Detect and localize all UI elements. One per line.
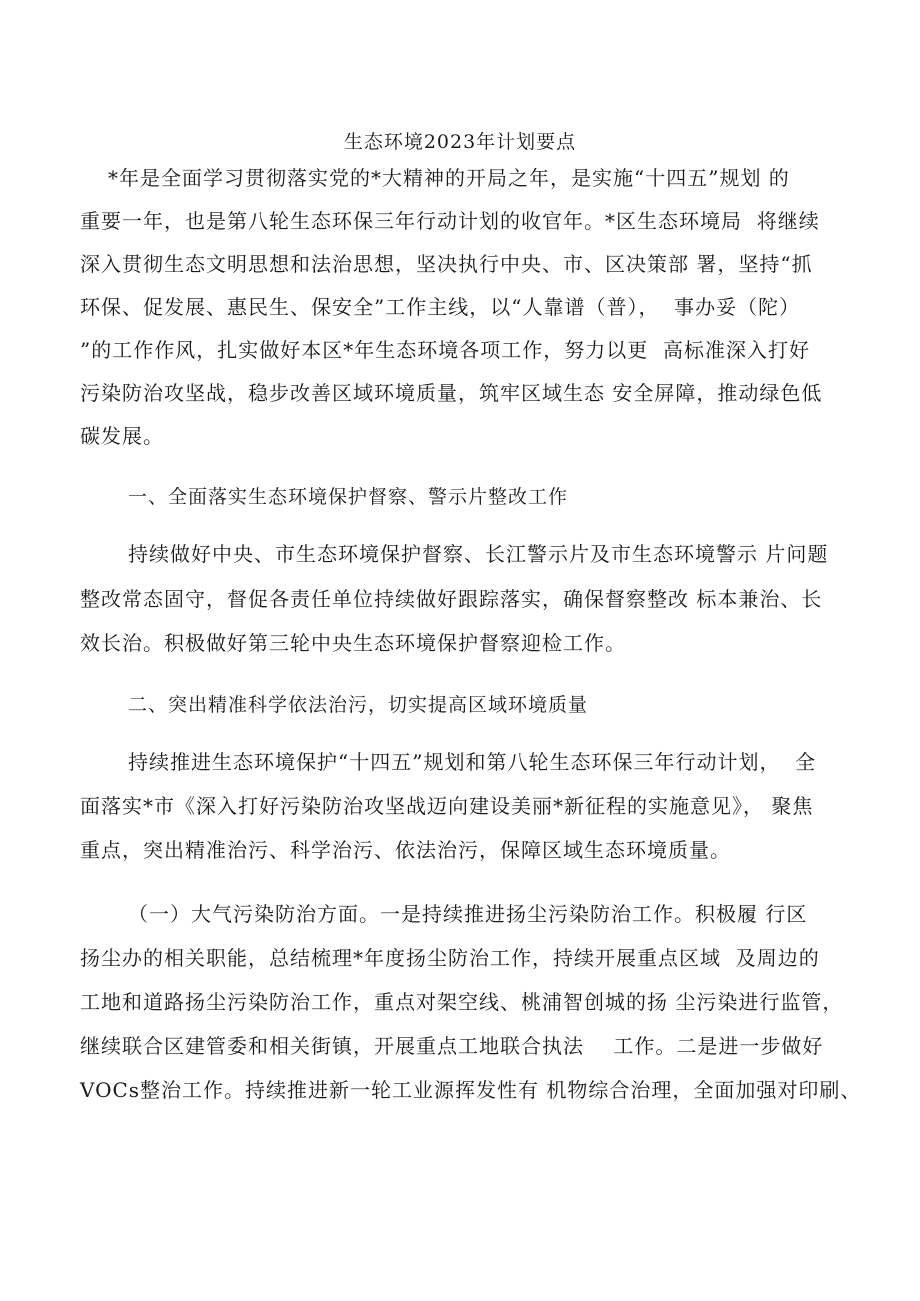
intro-line-6: 污染防治攻坚战，稳步改善区域环境质量，筑牢区域生态 安全屏障，推动绿色低 bbox=[80, 381, 823, 405]
intro-line-5: ”的工作作风，扎实做好本区*年生态环境各项工作，努力以更 高标准深入打好 bbox=[80, 338, 810, 362]
section-1-line-1: 持续做好中央、市生态环境保护督察、长江警示片及市生态环境警示 片问题 bbox=[128, 542, 829, 566]
section-1-heading: 一、全面落实生态环境保护督察、警示片整改工作 bbox=[128, 486, 569, 508]
section-2-line-3: 重点，突出精准治污、科学治污、依法治污，保障区域生态环境质量。 bbox=[80, 838, 731, 862]
section-2-line-2: 面落实*市《深入打好污染防治攻坚战迈向建设美丽*新征程的实施意见》， 聚焦 bbox=[80, 794, 814, 818]
subsection-1-line-3: 工地和道路扬尘污染防治工作，重点对架空线、桃浦智创城的扬 尘污染进行监管， bbox=[80, 990, 844, 1014]
intro-line-1: *年是全面学习贯彻落实党的*大精神的开局之年，是实施“十四五”规划 的 bbox=[108, 166, 790, 190]
intro-line-3: 深入贯彻生态文明思想和法治思想，坚决执行中央、市、区决策部 署，坚持“抓 bbox=[80, 252, 813, 276]
subsection-1-line-4: 继续联合区建管委和相关街镇，开展重点工地联合执法 工作。二是进一步做好 bbox=[80, 1034, 824, 1058]
subsection-1-line-5: VOCs整治工作。持续推进新一轮工业源挥发性有 机物综合治理，全面加强对印刷、 bbox=[80, 1078, 862, 1102]
subsection-1-line-2: 扬尘办的相关职能，总结梳理*年度扬尘防治工作，持续开展重点区域 及周边的 bbox=[80, 946, 820, 970]
section-1-line-2: 整改常态固守，督促各责任单位持续做好跟踪落实，确保督察整改 标本兼治、长 bbox=[80, 587, 823, 611]
intro-line-4: 环保、促发展、惠民生、保安全”工作主线，以“人靠谱（普）， 事办妥（陀） bbox=[80, 295, 801, 319]
section-1-line-3: 效长治。积极做好第三轮中央生态环境保护督察迎检工作。 bbox=[80, 631, 626, 655]
intro-line-2: 重要一年，也是第八轮生态环保三年行动计划的收官年。*区生态环境局 将继续 bbox=[80, 209, 820, 233]
section-2-heading: 二、突出精准科学依法治污，切实提高区域环境质量 bbox=[128, 694, 589, 716]
section-2-line-1: 持续推进生态环境保护“十四五”规划和第八轮生态环保三年行动计划， 全 bbox=[128, 750, 817, 774]
intro-line-7: 碳发展。 bbox=[80, 424, 164, 448]
document-title: 生态环境2023年计划要点 bbox=[343, 131, 577, 153]
subsection-1-line-1: （一）大气污染防治方面。一是持续推进扬尘污染防治工作。积极履 行区 bbox=[128, 902, 808, 926]
